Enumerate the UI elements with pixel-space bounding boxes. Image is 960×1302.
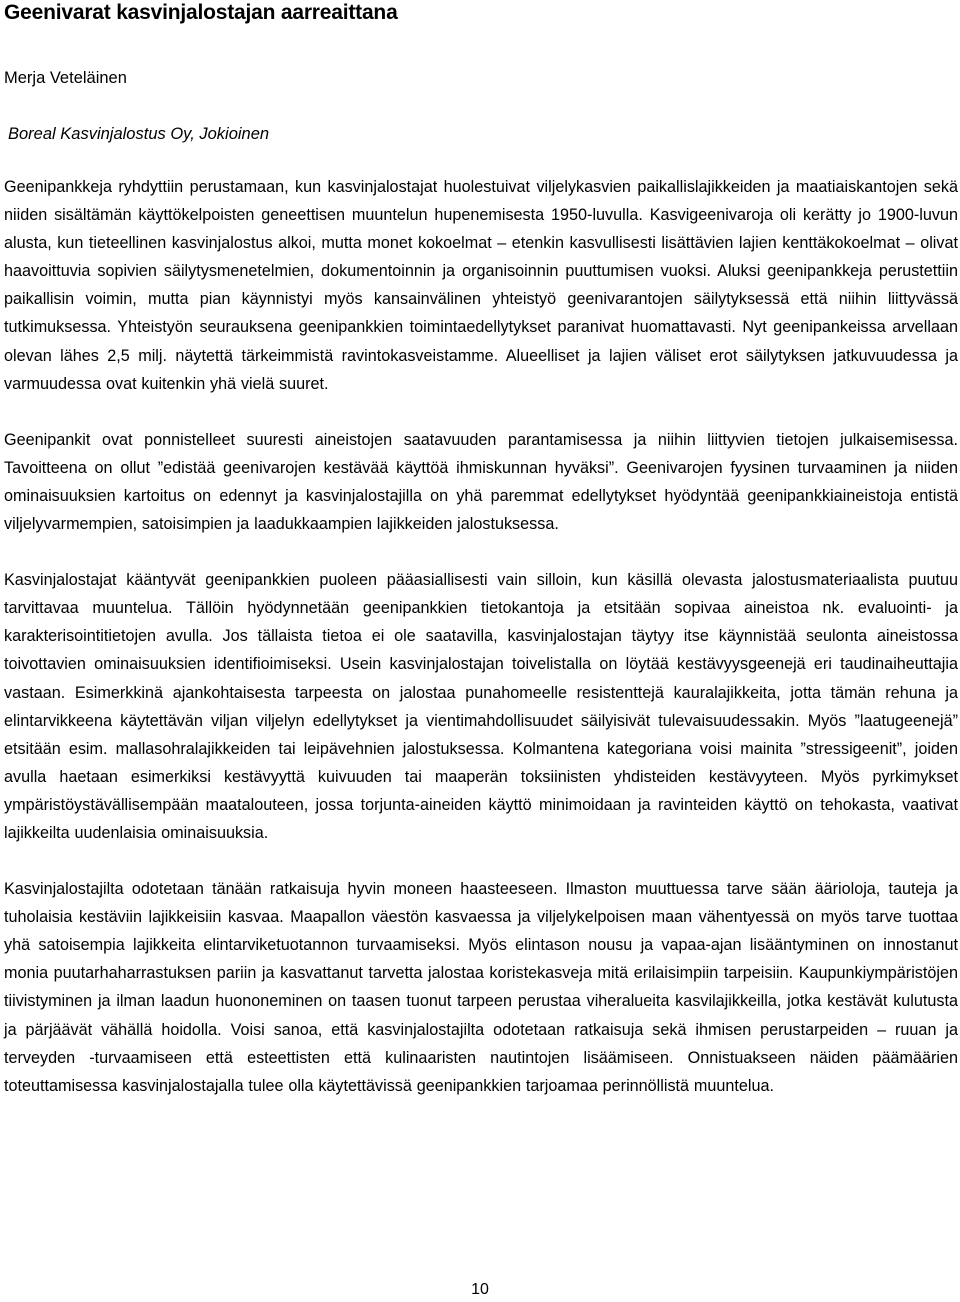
paragraph-1: Geenipankkeja ryhdyttiin perustamaan, kun kasvinjalostajat huolestuivat viljelykasvien paikallislajikkeiden ja maatiaiskantojen sekä niiden sisältämän käyttökelpoisten geneettisen muuntelun hupenemisesta 1950-luvulla. Kasvigeenivaroja oli kerätty jo 1900-luvun alusta, kun tieteellinen kasvinjalostus alkoi, mutta monet kokoelmat – etenkin kasvullisesti lisättävien lajien kenttäkokoelmat – olivat haavoittuvia sopivien säilytysmenetelmien, dokumentoinnin ja organisoinnin puuttumisen vuoksi. Aluksi geenipankkeja perustettiin paikallisin voimin, mutta pian käynnistyi myös kansainvälinen yhteistyö geenivarantojen säilytyksessä että niihin liittyvässä tutkimuksessa. Yhteistyön seurauksena geenipankkien toimintaedellytykset paranivat huomattavasti. Nyt geenipankeissa arvellaan olevan lähes 2,5 milj. näytettä tärkeimmistä ravintokasveistamme. Alueelliset ja lajien väliset erot säilytyksen jatkuvuudessa ja varmuudessa ovat kuitenkin yhä vielä suuret. (4, 178, 958, 393)
paragraph-4: Kasvinjalostajilta odotetaan tänään ratkaisuja hyvin moneen haasteeseen. Ilmaston muuttuessa tarve sään äärioloja, tauteja ja tuholaisia kestäviin lajikkeisiin kasvaa. Maapallon väestön kasvaessa ja viljelykelpoisen maan vähentyessä on myös tarve tuottaa yhä satoisempia lajikkeita elintarviketuotannon turvaamiseksi. Myös elintason nousu ja vapaa-ajan lisääntyminen on innostanut monia puutarhaharrastuksen pariin ja kasvattanut tarvetta jalostaa koristekasveja mitä erilaisimpiin tarpeisiin. Kaupunkiympäristöjen tiivistyminen ja ilman laadun huononeminen on taasen tuonut tarpeen perustaa viheralueita kasvilajikkeilla, jotka kestävät kulutusta ja pärjäävät vähällä hoidolla. Voisi sanoa, että kasvinjalostajilta odotetaan ratkaisuja sekä ihmisen perustarpeiden – ruuan ja terveyden -turvaamiseen että esteettisten että kulinaaristen nautintojen lisäämiseen. Onnistuakseen näiden päämäärien toteuttamisessa kasvinjalostajalla tulee olla käytettävissä geenipankkien tarjoamaa perinnöllistä muuntelua. (4, 880, 958, 1095)
author-name: Merja Veteläinen (4, 69, 127, 87)
page-number: 10 (471, 1281, 489, 1298)
paragraph-3: Kasvinjalostajat kääntyvät geenipankkien puoleen pääasiallisesti vain silloin, kun käsillä olevasta jalostusmateriaalista puutuu tarvittavaa muuntelua. Tällöin hyödynnetään geenipankkien tietokantoja ja etsitään sopivaa aineistoa nk. evaluointi- ja karakterisointitietojen avulla. Jos tällaista tietoa ei ole saatavilla, kasvinjalostajan täytyy itse käynnistää seulonta aineistossa toivottavien ominaisuuksien identifioimiseksi. Usein kasvinjalostajan toivelistalla on löytää kestävyysgeenejä eri taudinaiheuttajia vastaan. Esimerkkinä ajankohtaisesta tarpeesta on jalostaa punahomeelle resistenttejä kauralajikkeita, jotta tämän rehuna ja elintarvikkeena käytettävän viljan viljelyn edellytykset ja vientimahdollisuudet säilyisivät tulevaisuudessakin. Myös ”laatugeenejä” etsitään esim. mallasohralajikkeiden tai leipävehnien jalostuksessa. Kolmantena kategoriana voisi mainita ”stressigeenit”, joiden avulla haetaan esimerkiksi kestävyyttä kuivuuden tai maaperän toksiinisten yhdisteiden kestävyyteen. Myös pyrkimykset ympäristöystävällisempään maatalouteen, jossa torjunta-aineiden käyttö minimoidaan ja ravinteiden käyttö on tehokasta, vaativat lajikkeilta uudenlaisia ominaisuuksia. (4, 571, 958, 842)
article-title: Geenivarat kasvinjalostajan aarreaittana (4, 1, 398, 24)
paragraph-2: Geenipankit ovat ponnistelleet suuresti aineistojen saatavuuden parantamisessa ja niihin liittyvien tietojen julkaisemisessa. Tavoitteena on ollut ”edistää geenivarojen kestävää käyttöä ihmiskunnan hyväksi”. Geenivarojen fyysinen turvaaminen ja niiden ominaisuuksien kartoitus on edennyt ja kasvinjalostajilla on yhä paremmat edellytykset hyödyntää geenipankkiaineistoja entistä viljelyvarmempien, satoisimpien ja laadukkaampien lajikkeiden jalostuksessa. (4, 430, 958, 534)
author-affiliation: Boreal Kasvinjalostus Oy, Jokioinen (8, 125, 270, 143)
document-page (4, 0, 958, 1100)
article-body (4, 173, 958, 1100)
